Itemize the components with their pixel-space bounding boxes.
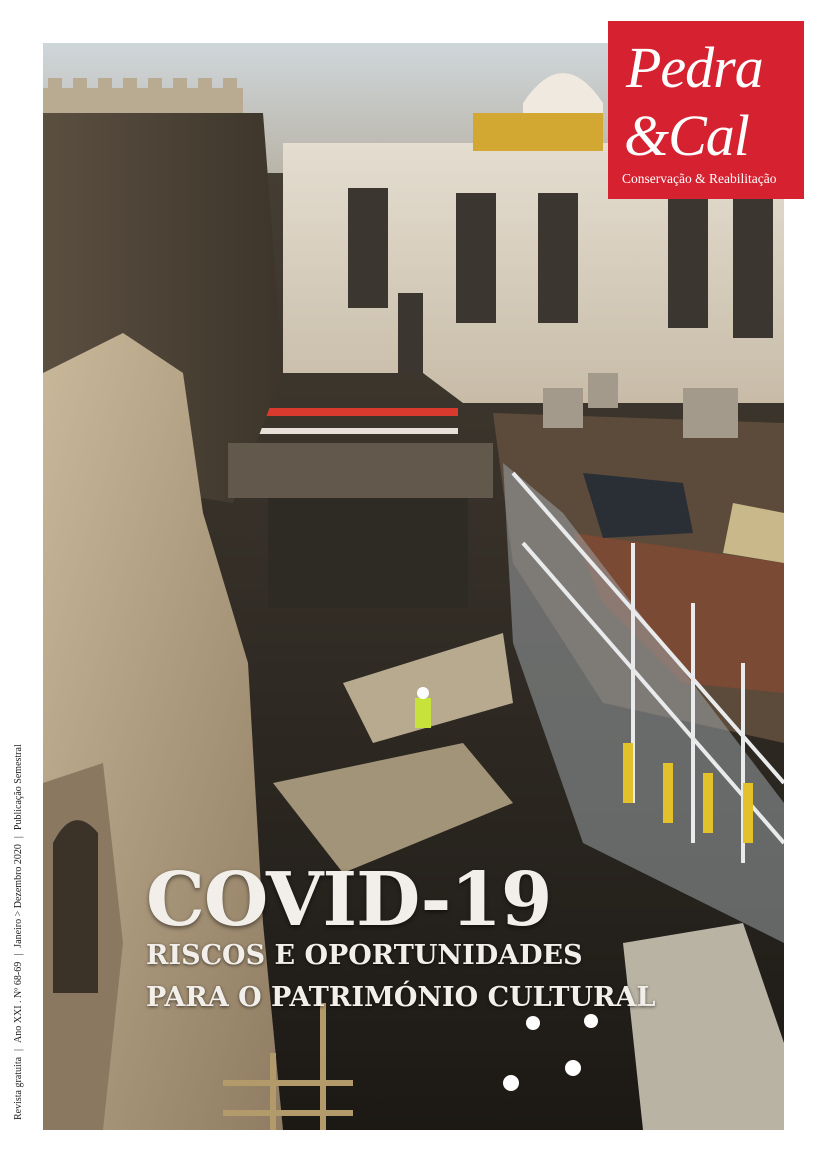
spine-price: Revista gratuita (13, 1056, 24, 1120)
spine-period: Janeiro > Dezembro 2020 (13, 844, 24, 948)
spine-issue: Ano XXI . Nº 68-69 (13, 961, 24, 1043)
logo-title-cal: &Cal (624, 103, 749, 168)
cover-subline-1: RISCOS E OPORTUNIDADES (146, 940, 583, 971)
logo-subtitle: Conservação & Reabilitação (622, 171, 777, 186)
magazine-logo (608, 21, 804, 199)
spine-info: Revista gratuita|Ano XXI . Nº 68-69|Janeiro > Dezembro 2020|Publicação Semestral (13, 744, 24, 1120)
cover-headline: COVID-19 (146, 857, 552, 943)
spine-frequency: Publicação Semestral (13, 744, 24, 831)
logo-title-pedra: Pedra (626, 35, 763, 100)
cover-subline-2: PARA O PATRIMÓNIO CULTURAL (146, 982, 656, 1013)
